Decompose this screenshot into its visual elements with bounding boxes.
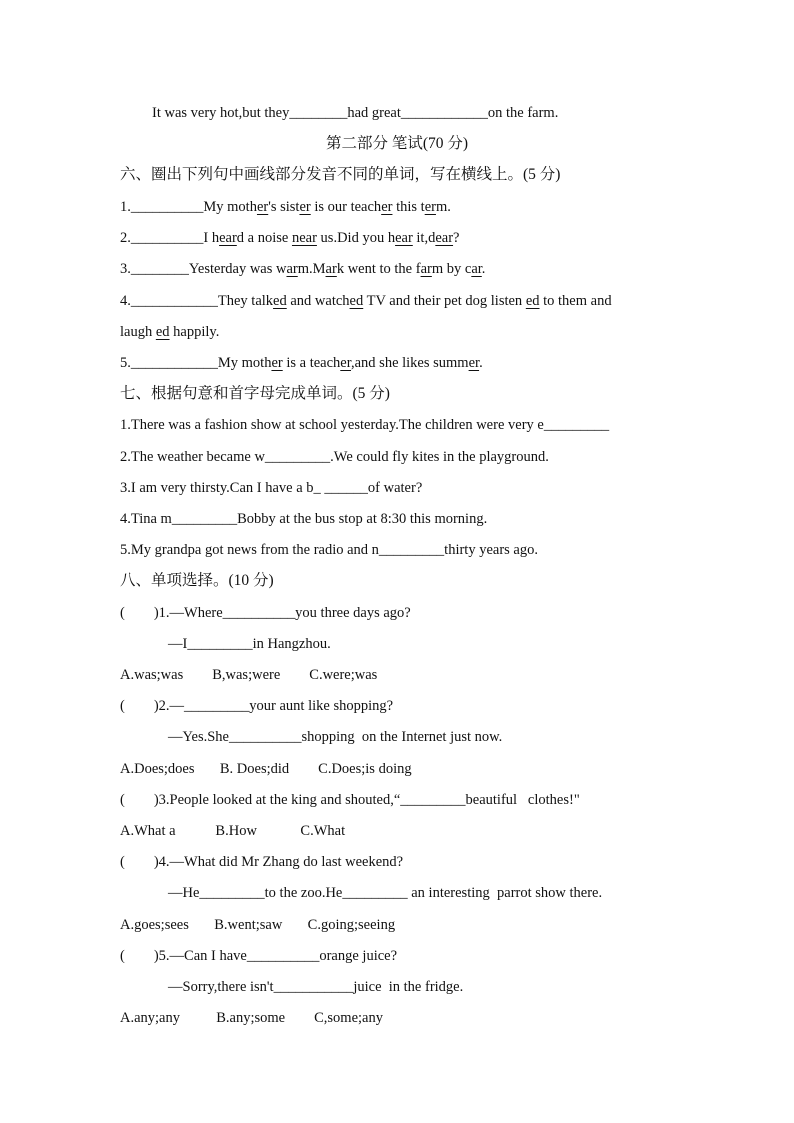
section-6-question-4-continued — [120, 323, 219, 341]
underlined-letters: er — [271, 355, 283, 371]
section-8-q1-reply: —I_________in Hangzhou. — [168, 636, 331, 652]
underlined-letters: er — [340, 355, 351, 371]
underlined-letters: ar — [286, 261, 298, 277]
section-7-item-3: 3.I am very thirsty.Can I have a b_ ______of water? — [120, 480, 423, 496]
text-segment: 3.________Yesterday was w — [120, 261, 287, 277]
underlined-letters: ar — [471, 261, 482, 277]
underlined-letters: er — [381, 199, 393, 215]
underlined-letters: er — [468, 355, 480, 371]
underlined-letters: ear — [435, 230, 454, 246]
underlined-letters: er — [424, 199, 436, 215]
section-8-q4-stem: ( )4.—What did Mr Zhang do last weekend? — [120, 854, 404, 870]
underlined-letters: ed — [525, 293, 540, 309]
part-two-title: 第二部分 笔试(70 分) — [325, 135, 469, 152]
underlined-letters: ear — [219, 230, 237, 246]
underlined-letters: ed — [273, 293, 287, 309]
section-8-heading: 八、单项选择。(10 分) — [120, 572, 274, 589]
text-segment: m by c — [431, 261, 472, 277]
text-segment: . — [479, 355, 483, 371]
text-segment: is our teach — [310, 199, 382, 215]
text-segment: it,d — [412, 230, 436, 246]
section-6-question-3 — [120, 260, 485, 278]
section-6-heading: 六、圈出下列句中画线部分发音不同的单词，写在横线上。(5 分) — [120, 166, 561, 183]
text-segment: to them and — [539, 293, 612, 309]
text-segment: us.Did you h — [316, 230, 396, 246]
text-segment: 1.__________My moth — [120, 199, 257, 215]
section-8-q5-reply: —Sorry,there isn't___________juice in the fridge. — [168, 979, 464, 995]
section-8-q5-stem: ( )5.—Can I have__________orange juice? — [120, 948, 398, 964]
section-8-q5-options: A.any;any B.any;some C,some;any — [120, 1010, 383, 1026]
text-segment: 4.____________They talk — [120, 293, 274, 309]
section-7-item-5: 5.My grandpa got news from the radio and n_________thirty years ago. — [120, 542, 538, 558]
underlined-letters: ar — [420, 261, 432, 277]
section-8-q2-stem: ( )2.—_________your aunt like shopping? — [120, 698, 394, 714]
text-segment: 's sist — [268, 199, 300, 215]
text-segment: 5.____________My moth — [120, 355, 272, 371]
underlined-letters: near — [291, 230, 317, 246]
section-7-heading: 七、根据句意和首字母完成单词。(5 分) — [120, 385, 390, 402]
underlined-letters: ed — [155, 324, 170, 340]
text-segment: d a noise — [236, 230, 292, 246]
section-6-question-5 — [120, 354, 483, 372]
text-segment: m.M — [297, 261, 326, 277]
text-segment: . — [481, 261, 486, 277]
section-8-q2-reply: —Yes.She__________shopping on the Internet just now. — [168, 729, 503, 745]
underlined-letters: ed — [349, 293, 364, 309]
section-8-q4-reply: —He_________to the zoo.He_________ an interesting parrot show there. — [168, 885, 603, 901]
text-segment: TV and their pet dog listen — [363, 293, 526, 309]
section-7-item-4: 4.Tina m_________Bobby at the bus stop at 8:30 this morning. — [120, 511, 488, 527]
section-8-q4-options: A.goes;sees B.went;saw C.going;seeing — [120, 917, 396, 933]
top-sentence: It was very hot,but they________had great____________on the farm. — [152, 105, 559, 121]
underlined-letters: ar — [325, 261, 337, 277]
section-8-q3-options: A.What a B.How C.What — [120, 823, 346, 839]
text-segment: k went to the f — [336, 261, 421, 277]
underlined-letters: er — [299, 199, 311, 215]
section-8-q2-options: A.Does;does B. Does;did C.Does;is doing — [120, 761, 412, 777]
section-6-question-4 — [120, 292, 612, 310]
text-segment: is a teach — [282, 355, 341, 371]
section-7-item-1: 1.There was a fashion show at school yesterday.The children were very e_________ — [120, 417, 610, 433]
text-segment: and watch — [286, 293, 350, 309]
section-6-question-2 — [120, 229, 459, 247]
text-segment: ? — [453, 230, 460, 246]
text-segment: m. — [435, 199, 451, 215]
section-8-q1-stem: ( )1.—Where__________you three days ago? — [120, 605, 411, 621]
text-segment: laugh — [120, 324, 156, 340]
section-6-question-1 — [120, 198, 451, 216]
text-segment: happily. — [169, 324, 220, 340]
underlined-letters: ear — [395, 230, 413, 246]
text-segment: 2.__________I h — [120, 230, 220, 246]
section-8-q3-stem: ( )3.People looked at the king and shouted,“_________beautiful clothes!" — [120, 792, 580, 808]
section-7-item-2: 2.The weather became w_________.We could fly kites in the playground. — [120, 449, 549, 465]
section-8-q1-options: A.was;was B,was;were C.were;was — [120, 667, 378, 683]
text-segment: ,and she likes summ — [350, 355, 469, 371]
underlined-letters: er — [256, 199, 269, 215]
text-segment: this t — [392, 199, 425, 215]
